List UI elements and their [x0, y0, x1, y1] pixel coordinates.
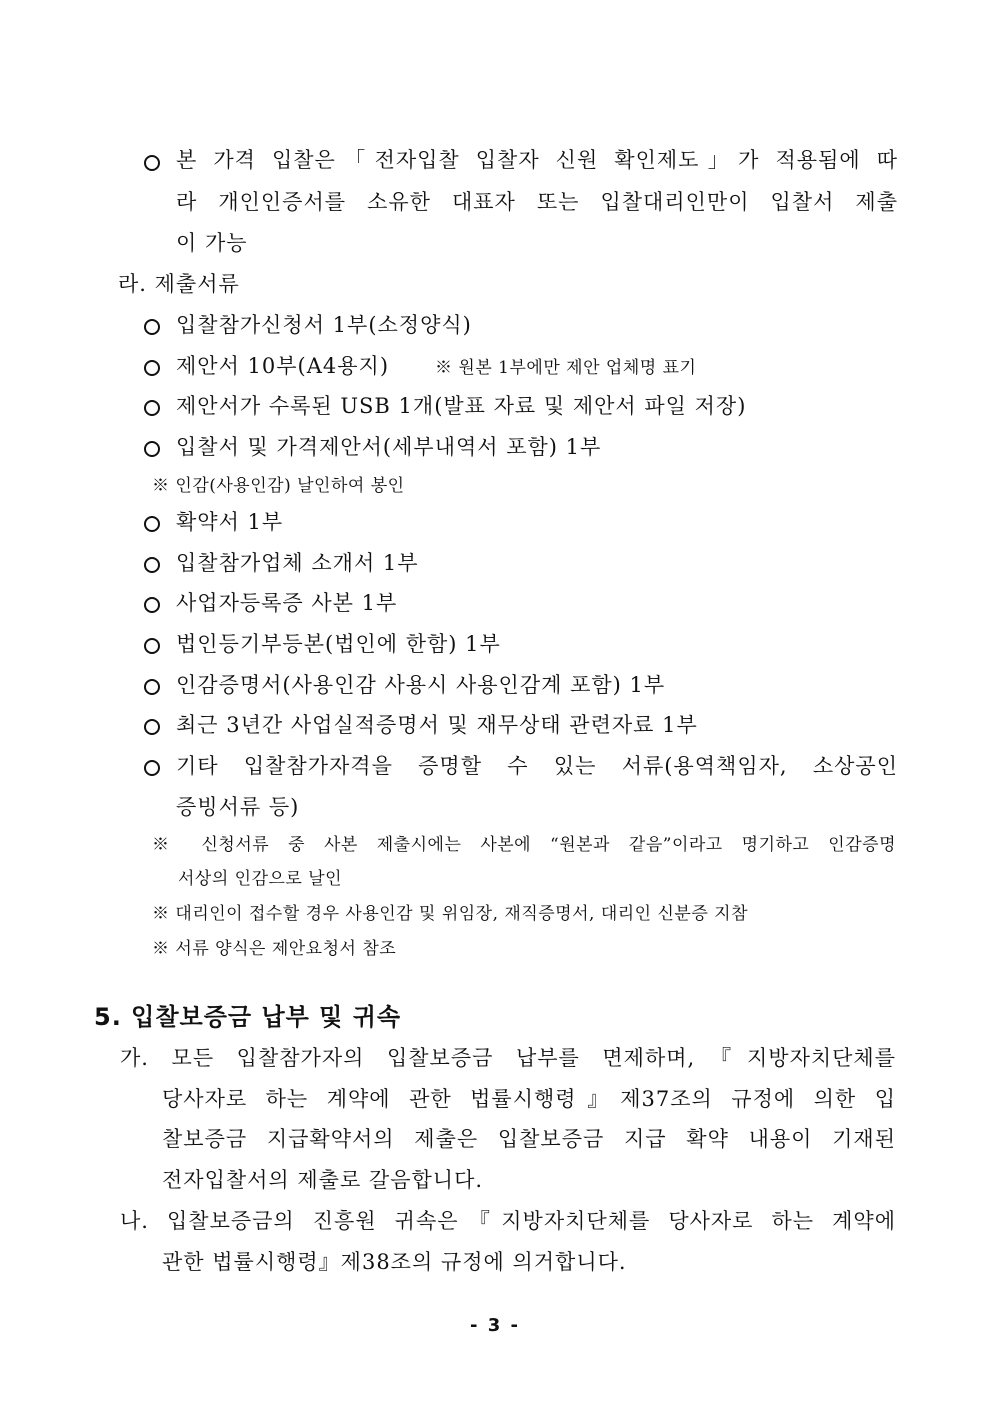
- doc-item-7: 사업자등록증 사본 1부: [176, 591, 398, 615]
- doc-item-8: 법인등기부등본(법인에 한함) 1부: [176, 632, 501, 656]
- bullet-circle-icon: [144, 360, 160, 376]
- bullet-circle-icon: [144, 679, 160, 695]
- na-line-2: 관한 법률시행령』제38조의 규정에 의거합니다.: [162, 1250, 627, 1274]
- note-agent: ※ 대리인이 접수할 경우 사용인감 및 위임장, 재직증명서, 대리인 신분증 지참: [152, 904, 749, 924]
- intro-line-3: 이 가능: [176, 231, 248, 255]
- bullet-circle-icon: [144, 400, 160, 416]
- doc-item-10: 최근 3년간 사업실적증명서 및 재무상태 관련자료 1부: [176, 713, 698, 737]
- doc-item-1: 입찰참가신청서 1부(소정양식): [176, 313, 472, 337]
- page-number: - 3 -: [470, 1315, 520, 1336]
- bullet-circle-icon: [144, 155, 160, 171]
- ga-line-1: 가. 모든 입찰참가자의 입찰보증금 납부를 면제하며,『지방자치단체를: [120, 1046, 896, 1070]
- doc-item-9: 인감증명서(사용인감 사용시 사용인감계 포함) 1부: [176, 673, 666, 697]
- intro-line-2: 라 개인인증서를 소유한 대표자 또는 입찰대리인만이 입찰서 제출: [176, 190, 898, 214]
- section-5-heading: 5. 입찰보증금 납부 및 귀속: [94, 1003, 402, 1031]
- note-copy-seal-cont: 서상의 인감으로 날인: [178, 869, 343, 889]
- bullet-circle-icon: [144, 760, 160, 776]
- ga-line-4: 전자입찰서의 제출로 갈음합니다.: [162, 1168, 484, 1192]
- doc-item-6: 입찰참가업체 소개서 1부: [176, 551, 419, 575]
- doc-item-2-note: ※ 원본 1부에만 제안 업체명 표기: [435, 358, 697, 378]
- intro-line-1: 본 가격 입찰은「전자입찰 입찰자 신원 확인제도」가 적용됨에 따: [176, 148, 898, 172]
- doc-item-5: 확약서 1부: [176, 510, 284, 534]
- na-line-1: 나. 입찰보증금의 진흥원 귀속은『지방자치단체를 당사자로 하는 계약에: [120, 1209, 896, 1233]
- doc-item-11-cont: 증빙서류 등): [176, 795, 300, 819]
- section-ra-label: 라. 제출서류: [118, 272, 240, 296]
- doc-item-11: 기타 입찰참가자격을 증명할 수 있는 서류(용역책임자, 소상공인: [176, 754, 898, 778]
- bullet-circle-icon: [144, 557, 160, 573]
- bullet-circle-icon: [144, 597, 160, 613]
- bullet-circle-icon: [144, 719, 160, 735]
- ga-line-3: 찰보증금 지급확약서의 제출은 입찰보증금 지급 확약 내용이 기재된: [162, 1127, 896, 1151]
- bullet-circle-icon: [144, 516, 160, 532]
- ga-line-2: 당사자로 하는 계약에 관한 법률시행령』제37조의 규정에 의한 입: [162, 1087, 896, 1111]
- bullet-circle-icon: [144, 319, 160, 335]
- note-copy-seal: ※ 신청서류 중 사본 제출시에는 사본에 “원본과 같음”이라고 명기하고 인감증명: [152, 835, 896, 855]
- doc-item-2: [176, 352, 696, 382]
- doc-item-3: 제안서가 수록된 USB 1개(발표 자료 및 제안서 파일 저장): [176, 394, 747, 418]
- bullet-circle-icon: [144, 638, 160, 654]
- doc-item-2-text: 제안서 10부(A4용지): [176, 354, 390, 378]
- bullet-circle-icon: [144, 441, 160, 457]
- seal-note: ※ 인감(사용인감) 날인하여 봉인: [152, 476, 405, 496]
- doc-item-4: 입찰서 및 가격제안서(세부내역서 포함) 1부: [176, 435, 602, 459]
- note-form: ※ 서류 양식은 제안요청서 참조: [152, 939, 397, 959]
